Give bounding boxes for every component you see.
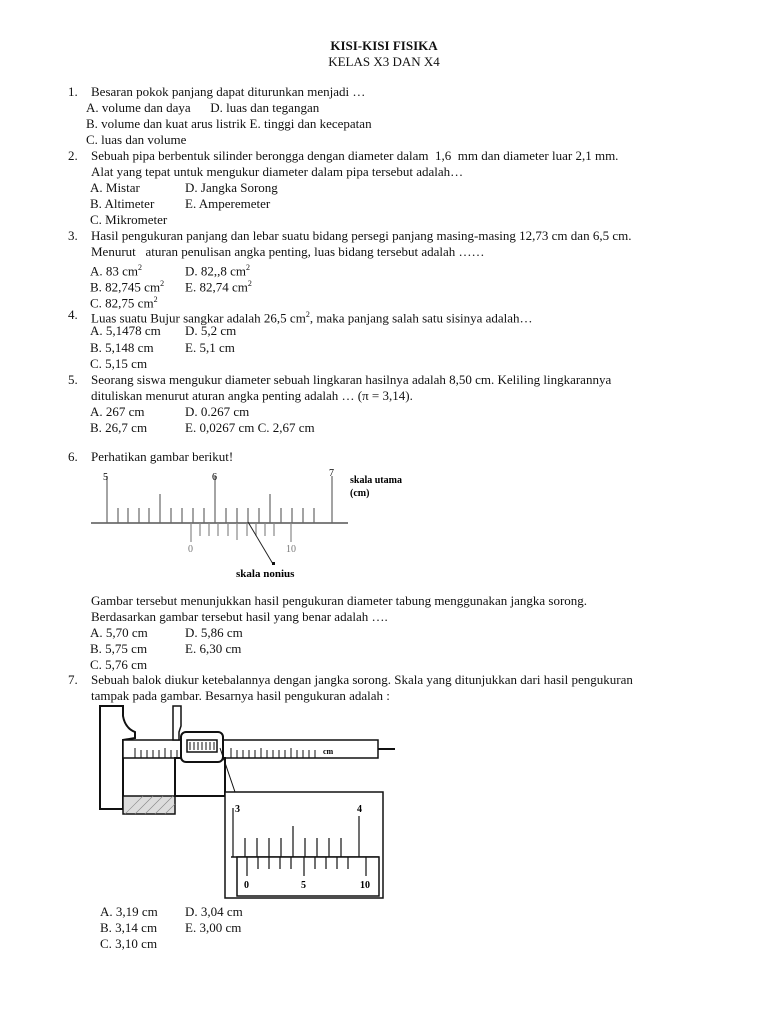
question-text: Perhatikan gambar berikut! <box>91 449 234 464</box>
question-number: 4. <box>68 307 78 322</box>
vernier-scale-figure <box>88 466 418 581</box>
option-d: D. 82,,8 $cm^2$ <box>185 263 251 279</box>
beam-unit-label: cm <box>323 747 334 756</box>
option-a: A. 3,19 cm <box>100 904 158 919</box>
option-c: C. 5,15 cm <box>90 356 148 371</box>
option-c: C. 82,75 $cm^2$ <box>90 295 158 311</box>
caliper-figure <box>95 704 395 904</box>
page-subtitle: KELAS X3 DAN X4 <box>328 54 440 69</box>
question-number: 6. <box>68 449 78 464</box>
option-d: D. 5,2 cm <box>185 323 237 338</box>
option-e: E. 0,0267 cm C. 2,67 cm <box>185 420 315 435</box>
zoom-main-4: 4 <box>357 804 362 815</box>
question-text: Sebuah pipa berbentuk silinder berongga dengan diameter dalam 1,6 mm dan diameter luar 2,1 mm. <box>91 148 619 163</box>
zoom-main-3: 3 <box>235 804 240 815</box>
main-scale-title: skala utama <box>350 475 402 486</box>
vernier-label-0: 0 <box>188 544 193 555</box>
caliper-sliding-jaw <box>173 706 181 740</box>
pointer-line <box>248 522 273 564</box>
option-line: B. volume dan kuat arus listrik E. tinggi dan kecepatan <box>86 116 372 131</box>
option-c: C. 5,76 cm <box>90 657 148 672</box>
option-e: E. Amperemeter <box>185 196 271 211</box>
option-b: B. 5,148 cm <box>90 340 154 355</box>
main-scale-label-6: 6 <box>212 472 217 483</box>
option-b: B. 3,14 cm <box>100 920 158 935</box>
caliper-beam <box>123 740 378 758</box>
question-number: 2. <box>68 148 78 163</box>
option-a: A. 267 cm <box>90 404 145 419</box>
main-scale-label-7: 7 <box>329 468 334 479</box>
question-text: Seorang siswa mengukur diameter sebuah lingkaran hasilnya adalah 8,50 cm. Keliling lingkarannya <box>91 372 612 387</box>
question-text: Menurut aturan penulisan angka penting, luas bidang tersebut adalah …… <box>91 244 485 259</box>
option-c: C. Mikrometer <box>90 212 168 227</box>
option-d: D. 0.267 cm <box>185 404 250 419</box>
page-title: KISI-KISI FISIKA <box>330 38 438 53</box>
question-text: tampak pada gambar. Besarnya hasil pengukuran adalah : <box>91 688 390 703</box>
question-number: 7. <box>68 672 78 687</box>
question-text: Hasil pengukuran panjang dan lebar suatu bidang persegi panjang masing-masing 12,73 cm dan 6,5 cm. <box>91 228 632 243</box>
option-e: E. 3,00 cm <box>185 920 242 935</box>
main-scale-unit: (cm) <box>350 488 370 499</box>
option-d: D. 5,86 cm <box>185 625 243 640</box>
question-text: Gambar tersebut menunjukkan hasil pengukuran diameter tabung menggunakan jangka sorong. <box>91 593 588 608</box>
option-e: E. 82,74 $cm^2$ <box>185 279 252 295</box>
measured-block <box>123 796 175 814</box>
option-e: E. 5,1 cm <box>185 340 235 355</box>
main-scale-label-5: 5 <box>103 472 108 483</box>
question-text: Sebuah balok diukur ketebalannya dengan jangka sorong. Skala yang ditunjukkan dari hasil pengukuran <box>91 672 633 687</box>
option-a: A. 5,1478 cm <box>90 323 161 338</box>
question-text: dituliskan menurut aturan angka penting adalah … (π = 3,14). <box>91 388 413 403</box>
zoom-vernier-5: 5 <box>301 880 306 891</box>
zoom-vernier-10: 10 <box>360 880 370 891</box>
caliper-slider-lower <box>175 758 225 796</box>
option-b: B. 82,745 $cm^2$ <box>90 279 165 295</box>
option-d: D. 3,04 cm <box>185 904 243 919</box>
option-d: D. Jangka Sorong <box>185 180 278 195</box>
question-number: 5. <box>68 372 78 387</box>
question-number: 3. <box>68 228 78 243</box>
vernier-scale-ticks <box>191 523 291 542</box>
option-e: E. 6,30 cm <box>185 641 242 656</box>
option-a: A. 5,70 cm <box>90 625 148 640</box>
option-line: A. volume dan daya D. luas dan tegangan <box>86 100 320 115</box>
option-line: C. luas dan volume <box>86 132 187 147</box>
option-b: B. Altimeter <box>90 196 155 211</box>
option-a: A. 83 $cm^2$ <box>90 263 143 279</box>
zoom-vernier-0: 0 <box>244 880 249 891</box>
question-text: Luas suatu Bujur sangkar adalah 26,5 $cm^2$, maka panjang salah satu sisinya adalah… <box>91 310 533 326</box>
question-text: Alat yang tepat untuk mengukur diameter dalam pipa tersebut adalah… <box>91 164 464 179</box>
vernier-scale-title: skala nonius <box>236 568 295 580</box>
option-b: B. 26,7 cm <box>90 420 148 435</box>
main-scale-ticks <box>107 476 332 523</box>
question-text: Besaran pokok panjang dapat diturunkan menjadi … <box>91 84 366 99</box>
question-text: Berdasarkan gambar tersebut hasil yang benar adalah …. <box>91 609 388 624</box>
option-c: C. 3,10 cm <box>100 936 158 951</box>
vernier-label-10: 10 <box>286 544 296 555</box>
pointer-tip <box>272 562 275 565</box>
option-a: A. Mistar <box>90 180 140 195</box>
question-number: 1. <box>68 84 78 99</box>
option-b: B. 5,75 cm <box>90 641 148 656</box>
